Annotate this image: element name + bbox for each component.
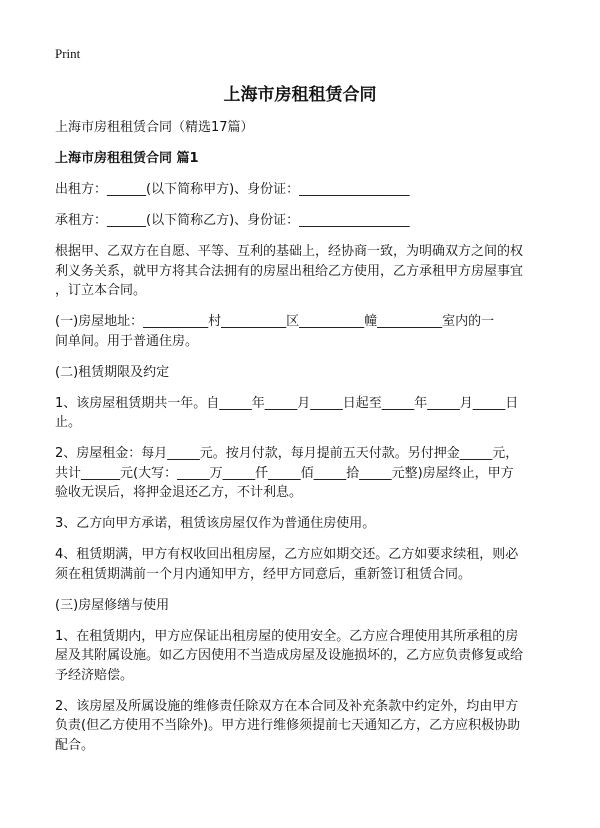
paragraph bbox=[55, 312, 570, 351]
paragraph-line: (一)房屋地址：__________村__________区__________幢__________室内的一 bbox=[55, 314, 495, 329]
paragraph-line: 出租方：______(以下简称甲方)、身份证：_________________ bbox=[55, 182, 410, 197]
paragraph-line: 验收无误后，将押金退还乙方，不计利息。 bbox=[55, 485, 303, 500]
paragraph-line: 1、该房屋租赁期共一年。自_____年_____月_____日起至_____年_____月_____日 bbox=[55, 395, 519, 411]
paragraph bbox=[55, 627, 570, 686]
paragraph-line: 配合。 bbox=[55, 737, 95, 753]
section-heading bbox=[55, 149, 570, 169]
document-title: 上海市房租租赁合同 bbox=[223, 85, 377, 105]
paragraph bbox=[55, 118, 570, 138]
paragraph-line: 共计______元(大写：_____万_____仟_____佰_____拾_____元整)房屋终止，甲方 bbox=[55, 465, 514, 481]
paragraph bbox=[55, 242, 570, 301]
paragraph bbox=[55, 363, 570, 383]
print-label: Print bbox=[55, 46, 81, 61]
paragraph-line: 3、乙方向甲方承诺，租赁该房屋仅作为普通住房使用。 bbox=[55, 516, 376, 531]
paragraph-line: 上海市房租租赁合同 篇1 bbox=[55, 151, 199, 166]
paragraph-line: 2、房屋租金：每月_____元。按月付款，每月提前五天付款。另付押金_____元， bbox=[55, 446, 519, 461]
paragraph bbox=[55, 180, 570, 200]
paragraph bbox=[55, 394, 570, 433]
paragraph bbox=[55, 444, 570, 503]
paragraph-line: (二)租赁期限及约定 bbox=[55, 364, 170, 380]
paragraph-line: 须在租赁期满前一个月内通知甲方，经甲方同意后，重新签订租赁合同。 bbox=[55, 566, 472, 582]
paragraph-line: 间单间。用于普通住房。 bbox=[55, 333, 199, 349]
paragraph-line: 2、该房屋及所属设施的维修责任除双方在本合同及补充条款中约定外，均由甲方 bbox=[55, 698, 519, 714]
paragraph-line: ，订立本合同。 bbox=[55, 283, 147, 298]
paragraph-line: 承租方：______(以下简称乙方)、身份证：_________________ bbox=[55, 213, 410, 228]
paragraph-line: 予经济赔偿。 bbox=[55, 667, 134, 683]
paragraph-line: 负责(但乙方使用不当除外)。甲方进行维修须提前七天通知乙方，乙方应积极协助 bbox=[55, 718, 521, 733]
paragraph bbox=[55, 514, 570, 534]
document-body bbox=[55, 118, 570, 767]
paragraph-line: 屋及其附属设施。如乙方因使用不当造成房屋及设施损坏的，乙方应负责修复或给 bbox=[55, 648, 524, 663]
paragraph-line: 4、租赁期满，甲方有权收回出租房屋，乙方应如期交还。乙方如要求续租，则必 bbox=[55, 547, 519, 562]
paragraph-line: 1、在租赁期内，甲方应保证出租房屋的使用安全。乙方应合理使用其所承租的房 bbox=[55, 628, 519, 644]
paragraph-line: 上海市房租租赁合同（精选17篇） bbox=[55, 120, 254, 135]
paragraph-line: (三)房屋修缮与使用 bbox=[55, 597, 170, 613]
paragraph bbox=[55, 545, 570, 584]
paragraph bbox=[55, 596, 570, 616]
paragraph bbox=[55, 697, 570, 756]
paragraph-line: 止。 bbox=[55, 415, 82, 430]
paragraph bbox=[55, 211, 570, 231]
paragraph-line: 根据甲、乙双方在自愿、平等、互利的基础上，经协商一致，为明确双方之间的权 bbox=[55, 244, 524, 259]
paragraph-line: 利义务关系，就甲方将其合法拥有的房屋出租给乙方使用，乙方承租甲方房屋事宜 bbox=[55, 263, 524, 279]
